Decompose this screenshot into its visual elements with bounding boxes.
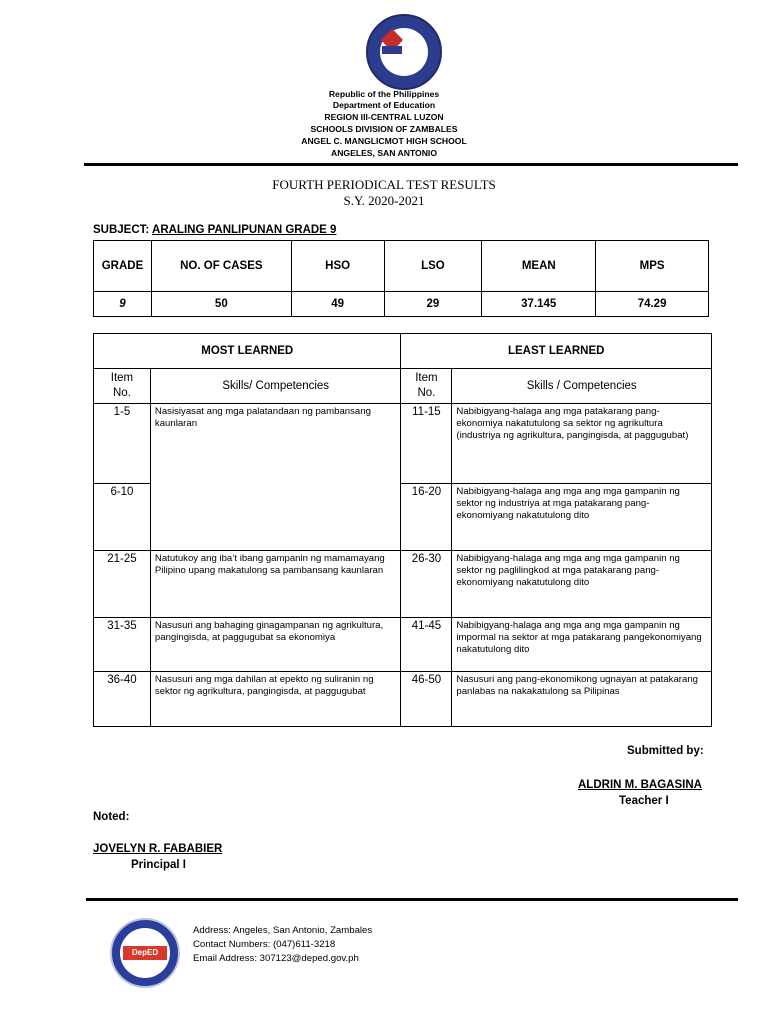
value-lso: 29 — [384, 292, 482, 317]
ll-skills-header: Skills / Competencies — [452, 369, 712, 404]
header-hso: HSO — [291, 241, 384, 292]
subject-value: ARALING PANLIPUNAN GRADE 9 — [152, 224, 337, 236]
value-no-of-cases: 50 — [151, 292, 291, 317]
item-analysis-table — [93, 333, 712, 727]
table-row — [94, 672, 712, 727]
summary-header-row — [94, 241, 709, 292]
ml-item-no: 1-5 — [94, 404, 151, 484]
summary-table — [93, 240, 709, 317]
value-grade: 9 — [94, 292, 152, 317]
ml-skill: Natutukoy ang iba’t ibang gampanin ng mamamayang Pilipino upang makatulong sa pambansang kaunlaran — [150, 551, 401, 618]
most-learned-header: MOST LEARNED — [94, 334, 401, 369]
header-line-1: Republic of the Philippines — [328, 89, 440, 99]
ml-skill: Nasusuri ang bahaging ginagampanan ng agrikultura, pangingisda, at paggugubat sa ekonomiya — [150, 618, 401, 672]
submitted-by-label: Submitted by: — [627, 745, 704, 757]
ml-skills-header: Skills/ Competencies — [150, 369, 401, 404]
header-lso: LSO — [384, 241, 482, 292]
header-line-2: Department of Education — [332, 100, 436, 110]
summary-data-row — [94, 292, 709, 317]
ll-item-no: 41-45 — [401, 618, 452, 672]
stamp-text: DepED — [123, 946, 167, 960]
ll-skill: Nabibigyang-halaga ang mga patakarang pang- ekonomiya nakatutulong sa sektor ng agrikultura (industriya ng agrikultura, pangingisda, at paggugubat) — [452, 404, 712, 484]
ll-item-no: 46-50 — [401, 672, 452, 727]
ll-item-no: 16-20 — [401, 484, 452, 551]
no-label: No. — [417, 387, 436, 399]
section-header-row — [94, 334, 712, 369]
header-line-5: ANGEL C. MANGLICMOT HIGH SCHOOL — [301, 136, 467, 146]
deped-seal-logo — [366, 14, 442, 90]
principal-title: Principal I — [131, 859, 186, 871]
footer-contact: Contact Numbers: (047)611-3218 — [193, 939, 336, 950]
value-mean: 37.145 — [482, 292, 596, 317]
least-learned-header: LEAST LEARNED — [401, 334, 712, 369]
footer-divider — [86, 898, 738, 901]
noted-label: Noted: — [93, 811, 130, 823]
table-row — [94, 404, 712, 484]
footer-email: Email Address: 307123@deped.gov.ph — [193, 953, 359, 964]
item-label: Item — [110, 372, 134, 384]
footer-address: Address: Angeles, San Antonio, Zambales — [193, 925, 373, 936]
table-row — [94, 618, 712, 672]
ll-skill: Nabibigyang-halaga ang mga ang mga gampanin ng sektor ng industriya at mga patakarang pang- ekonomiyang nakatutulong dito — [452, 484, 712, 551]
header-grade: GRADE — [94, 241, 152, 292]
ll-item-no-header — [401, 369, 452, 404]
ll-skill: Nasusuri ang pang-ekonomikong ugnayan at patakarang panlabas na nakakatulong sa Pilipinas — [452, 672, 712, 727]
header-line-3: REGION III-CENTRAL LUZON — [324, 112, 444, 122]
teacher-title: Teacher I — [619, 795, 669, 807]
table-row — [94, 551, 712, 618]
school-year: S.Y. 2020-2021 — [343, 193, 425, 208]
no-label: No. — [113, 387, 131, 399]
ml-item-no: 21-25 — [94, 551, 151, 618]
column-header-row — [94, 369, 712, 404]
subject-label: SUBJECT: — [93, 224, 150, 236]
ml-item-no-header — [94, 369, 151, 404]
ll-item-no: 26-30 — [401, 551, 452, 618]
value-hso: 49 — [291, 292, 384, 317]
header-mps: MPS — [596, 241, 709, 292]
ll-item-no: 11-15 — [401, 404, 452, 484]
header-divider — [84, 163, 738, 166]
teacher-name: ALDRIN M. BAGASINA — [578, 779, 702, 791]
header-no-of-cases: NO. OF CASES — [151, 241, 291, 292]
ml-item-no: 36-40 — [94, 672, 151, 727]
ll-skill: Nabibigyang-halaga ang mga ang mga gampanin ng sektor ng paglilingkod at mga patakarang pang- ekonomiyang nakatutulong dito — [452, 551, 712, 618]
principal-name: JOVELYN R. FABABIER — [93, 843, 223, 855]
school-stamp-logo — [110, 918, 180, 988]
ml-skill: Nasisiyasat ang mga palatandaan ng pambansang kaunlaran — [150, 404, 401, 551]
header-line-4: SCHOOLS DIVISION OF ZAMBALES — [310, 124, 458, 134]
ml-item-no: 31-35 — [94, 618, 151, 672]
ll-skill: Nabibigyang-halaga ang mga ang mga gampanin ng impormal na sektor at mga patakarang pangekonomiyang nakatutulong dito — [452, 618, 712, 672]
ml-skill: Nasusuri ang mga dahilan at epekto ng suliranin ng sektor ng agrikultura, pangingisda, at paggugubat — [150, 672, 401, 727]
ml-item-no: 6-10 — [94, 484, 151, 551]
subject-line — [93, 224, 336, 236]
report-title: FOURTH PERIODICAL TEST RESULTS — [272, 177, 496, 192]
item-label: Item — [415, 372, 438, 384]
value-mps: 74.29 — [596, 292, 709, 317]
header-mean: MEAN — [482, 241, 596, 292]
header-line-6: ANGELES, SAN ANTONIO — [331, 148, 437, 158]
